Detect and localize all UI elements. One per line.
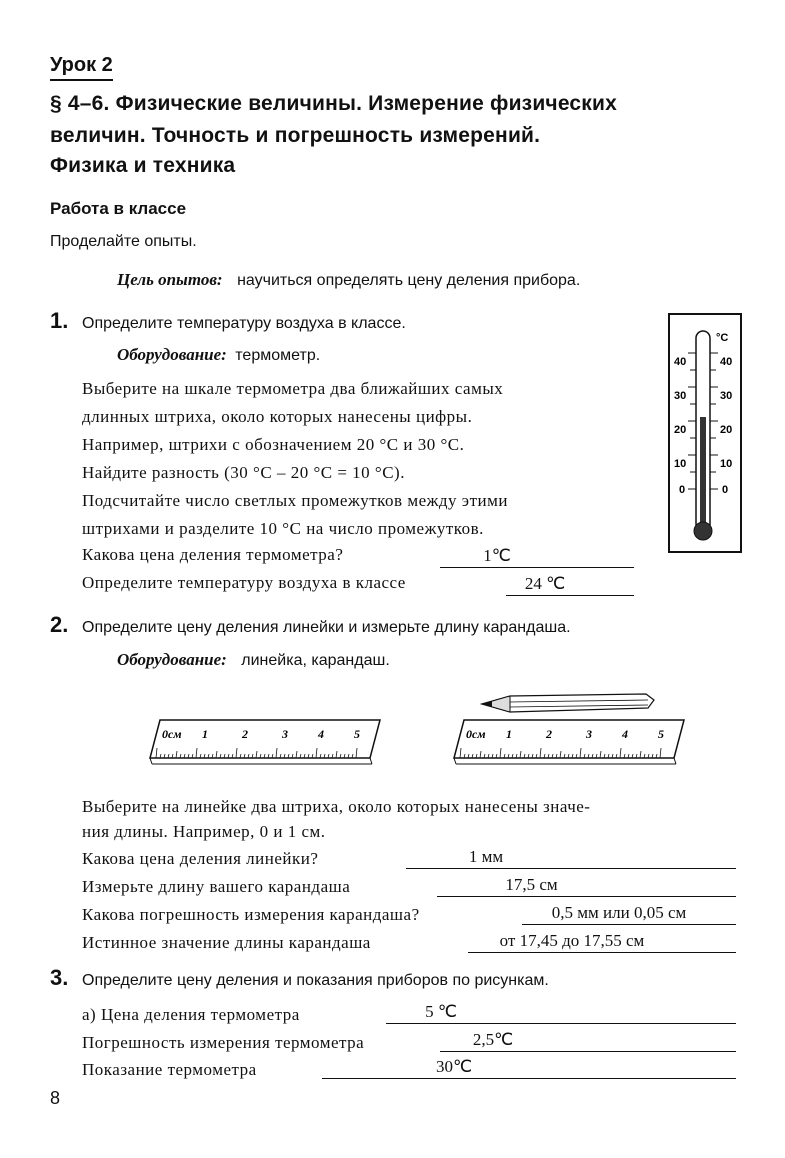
- ruler-figure-right: [448, 688, 688, 770]
- ruler-right-label-4: 4: [622, 727, 628, 741]
- task2-answer-1[interactable]: 1 мм: [406, 846, 736, 869]
- task2-line-2: ния длины. Например, 0 и 1 см.: [82, 822, 326, 841]
- ruler-left-label-0: 0см: [162, 727, 182, 741]
- pencil-icon: [482, 694, 654, 712]
- task1-line-5: Подсчитайте число светлых промежутков между этими: [82, 491, 508, 510]
- ruler-left-label-4: 4: [318, 727, 324, 741]
- section-title: Работа в классе: [50, 199, 187, 218]
- ruler-left-label-1: 1: [202, 727, 208, 741]
- lesson-label: Урок 2: [50, 54, 113, 81]
- task3-answer-1[interactable]: 5 ℃: [386, 1001, 736, 1024]
- task1-line-6: штрихами и разделите 10 °С на число промежутков.: [82, 519, 484, 538]
- task1-equipment-text: термометр.: [235, 347, 321, 364]
- thermometer-label-10-right: 10: [720, 458, 733, 470]
- ruler-figure-left: [148, 714, 384, 766]
- task1-number: 1.: [50, 308, 69, 333]
- thermometer-bulb: [694, 522, 712, 540]
- task2-answer-3[interactable]: 0,5 мм или 0,05 см: [522, 902, 736, 925]
- thermometer-unit: °C: [716, 332, 729, 344]
- task2-equipment-label: Оборудование:: [117, 650, 227, 669]
- goal-text: научиться определять цену деления прибора.: [237, 272, 581, 289]
- task2-title: Определите цену деления линейки и измерьте длину карандаша.: [82, 619, 571, 636]
- ruler-left-label-5: 5: [354, 727, 360, 741]
- task3-number: 3.: [50, 965, 69, 990]
- thermometer-label-20-left: 20: [674, 424, 687, 436]
- ruler-body-right: [454, 720, 684, 758]
- task1-question-2: Определите температуру воздуха в классе: [82, 573, 406, 592]
- thermometer-label-40-right: 40: [720, 356, 733, 368]
- goal: [117, 270, 580, 290]
- ruler-right-label-1: 1: [506, 727, 512, 741]
- thermometer-label-0-left: 0: [679, 484, 686, 496]
- task2-number: 2.: [50, 612, 69, 637]
- task3-question-1: а) Цена деления термометра: [82, 1005, 300, 1024]
- ruler-right-label-0: 0см: [466, 727, 486, 741]
- task3-answer-3[interactable]: 30℃: [322, 1056, 736, 1079]
- thermometer-label-40-left: 40: [674, 356, 687, 368]
- thermometer-figure: [668, 313, 744, 555]
- task2-equipment: [117, 650, 390, 670]
- ruler-right-label-2: 2: [546, 727, 552, 741]
- ruler-left-label-2: 2: [242, 727, 248, 741]
- task1-line-2: длинных штриха, около которых нанесены цифры.: [82, 407, 473, 426]
- task1-answer-2[interactable]: 24 ℃: [506, 573, 634, 596]
- thermometer-label-30-left: 30: [674, 390, 687, 402]
- task1-line-1: Выберите на шкале термометра два ближайших самых: [82, 379, 504, 398]
- task1-title: Определите температуру воздуха в классе.: [82, 315, 406, 332]
- task1-equipment-label: Оборудование:: [117, 345, 227, 364]
- ruler-right-label-3: 3: [586, 727, 592, 741]
- task3-title: Определите цену деления и показания приборов по рисункам.: [82, 972, 549, 989]
- task2-question-3: Какова погрешность измерения карандаша?: [82, 905, 420, 924]
- task1-question-1: Какова цена деления термометра?: [82, 545, 344, 564]
- page-title-line-3: Физика и техника: [50, 154, 236, 177]
- task1-answer-1[interactable]: 1℃: [440, 545, 634, 568]
- thermometer-label-10-left: 10: [674, 458, 687, 470]
- task3-question-3: Показание термометра: [82, 1060, 257, 1079]
- thermometer-label-30-right: 30: [720, 390, 733, 402]
- page-number: 8: [50, 1088, 61, 1108]
- task2-question-2: Измерьте длину вашего карандаша: [82, 877, 351, 896]
- thermometer-mercury: [700, 417, 706, 527]
- goal-label: Цель опытов:: [117, 270, 223, 289]
- thermometer-label-0-right: 0: [722, 484, 729, 496]
- task2-question-4: Истинное значение длины карандаша: [82, 933, 371, 952]
- ruler-right-label-5: 5: [658, 727, 664, 741]
- task3-answer-2[interactable]: 2,5℃: [440, 1029, 736, 1052]
- task1-line-3: Например, штрихи с обозначением 20 °С и 30 °С.: [82, 435, 465, 454]
- ruler-body: [150, 720, 380, 758]
- task2-question-1: Какова цена деления линейки?: [82, 849, 319, 868]
- task2-equipment-text: линейка, карандаш.: [241, 652, 390, 669]
- page-title-line-2: величин. Точность и погрешность измерений.: [50, 124, 541, 147]
- task3-question-2: Погрешность измерения термометра: [82, 1033, 365, 1052]
- task2-answer-2[interactable]: 17,5 см: [437, 874, 736, 897]
- task1-line-4: Найдите разность (30 °С – 20 °С = 10 °С).: [82, 463, 405, 482]
- task1-equipment: [117, 345, 320, 365]
- intro-text: Проделайте опыты.: [50, 233, 197, 250]
- ruler-left-label-3: 3: [282, 727, 288, 741]
- thermometer-label-20-right: 20: [720, 424, 733, 436]
- task2-line-1: Выберите на линейке два штриха, около которых нанесены значе-: [82, 797, 591, 816]
- page-title-line-1: § 4–6. Физические величины. Измерение физических: [50, 92, 618, 115]
- task2-answer-4[interactable]: от 17,45 до 17,55 см: [468, 930, 736, 953]
